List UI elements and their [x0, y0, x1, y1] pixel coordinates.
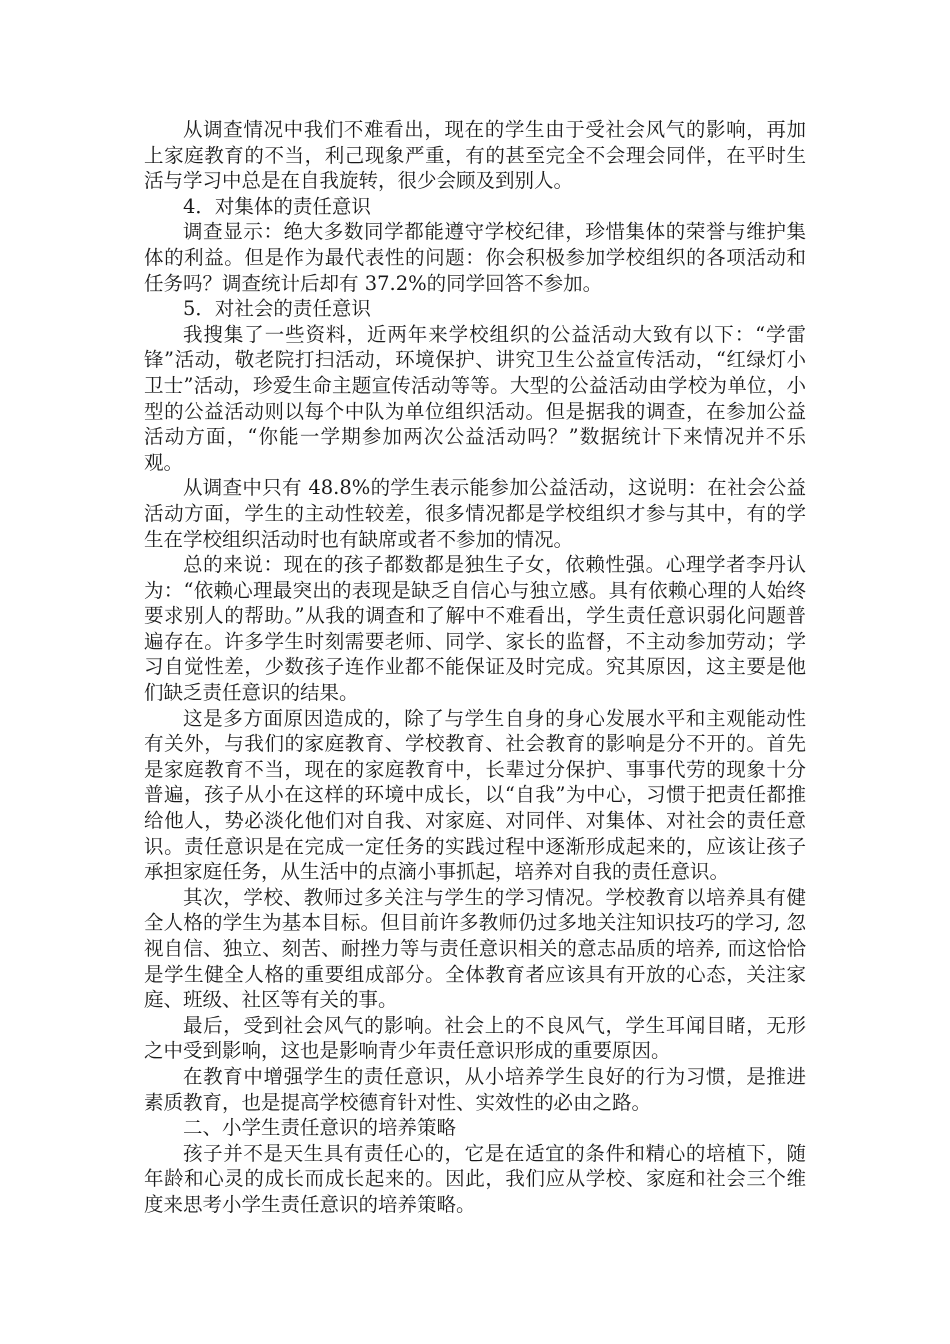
document-page	[144, 117, 806, 1218]
paragraph-survey-public: 从调查中只有 48.8%的学生表示能参加公益活动，这说明：在社会公益活动方面，学生的主动性较差，很多情况都是学校组织才参与其中，有的学生在学校组织活动时也有缺席或者不参加的情况。	[144, 476, 806, 551]
paragraph-summary: 总的来说：现在的孩子都数都是独生子女，依赖性强。心理学者李丹认为：“依赖心理最突出的表现是缺乏自信心与独立感。具有依赖心理的人始终要求别人的帮助。”从我的调查和了解中不难看出，学生责任意识弱化问题普遍存在。许多学生时刻需要老师、同学、家长的监督，不主动参加劳动；学习自觉性差，少数孩子连作业都不能保证及时完成。究其原因，这主要是他们缺乏责任意识的结果。	[144, 553, 806, 705]
paragraph-observation: 从调查情况中我们不难看出，现在的学生由于受社会风气的影响，再加上家庭教育的不当，利己现象严重，有的甚至完全不会理会同伴，在平时生活与学习中总是在自我旋转，很少会顾及到别人。	[144, 118, 806, 193]
paragraph-survey-collective: 调查显示：绝大多数同学都能遵守学校纪律，珍惜集体的荣誉与维护集体的利益。但是作为最代表性的问题：你会积极参加学校组织的各项活动和任务吗？调查统计后却有 37.2%的同学回答不参加。	[144, 220, 806, 295]
heading-social-responsibility: 5．对社会的责任意识	[183, 297, 371, 321]
paragraph-conclusion: 在教育中增强学生的责任意识，从小培养学生良好的行为习惯，是推进素质教育，也是提高学校德育针对性、实效性的必由之路。	[144, 1064, 806, 1114]
paragraph-causes-society: 最后，受到社会风气的影响。社会上的不良风气，学生耳闻目睹，无形之中受到影响，这也是影响青少年责任意识形成的重要原因。	[144, 1013, 806, 1063]
paragraph-strategies-intro: 孩子并不是天生具有责任心的，它是在适宜的条件和精心的培植下，随年龄和心灵的成长而成长起来的。因此，我们应从学校、家庭和社会三个维度来思考小学生责任意识的培养策略。	[144, 1141, 806, 1216]
heading-collective-responsibility: 4．对集体的责任意识	[183, 194, 371, 218]
paragraph-causes-school: 其次，学校、教师过多关注与学生的学习情况。学校教育以培养具有健全人格的学生为基本目标。但目前许多教师仍过多地关注知识技巧的学习, 忽视自信、独立、刻苦、耐挫力等与责任意识相关的意志品质的培养, 而这恰恰是学生健全人格的重要组成部分。全体教育者应该具有开放的心态，关注家庭、班级、社区等有关的事。	[144, 885, 806, 1012]
heading-strategies: 二、小学生责任意识的培养策略	[183, 1116, 457, 1140]
paragraph-public-activities: 我搜集了一些资料，近两年来学校组织的公益活动大致有以下：“学雷锋”活动，敬老院打扫活动，环境保护、讲究卫生公益宣传活动，“红绿灯小卫士”活动，珍爱生命主题宣传活动等等。大型的公益活动由学校为单位，小型的公益活动则以每个中队为单位组织活动。但是据我的调查，在参加公益活动方面，“你能一学期参加两次公益活动吗？”数据统计下来情况并不乐观。	[144, 322, 806, 474]
paragraph-causes-family: 这是多方面原因造成的，除了与学生自身的身心发展水平和主观能动性有关外，与我们的家庭教育、学校教育、社会教育的影响是分不开的。首先是家庭教育不当，现在的家庭教育中，长辈过分保护、事事代劳的现象十分普遍，孩子从小在这样的环境中成长，以“自我”为中心，习惯于把责任都推给他人，势必淡化他们对自我、对家庭、对同伴、对集体、对社会的责任意识。责任意识是在完成一定任务的实践过程中逐渐形成起来的，应该让孩子承担家庭任务，从生活中的点滴小事抓起，培养对自我的责任意识。	[144, 706, 806, 884]
